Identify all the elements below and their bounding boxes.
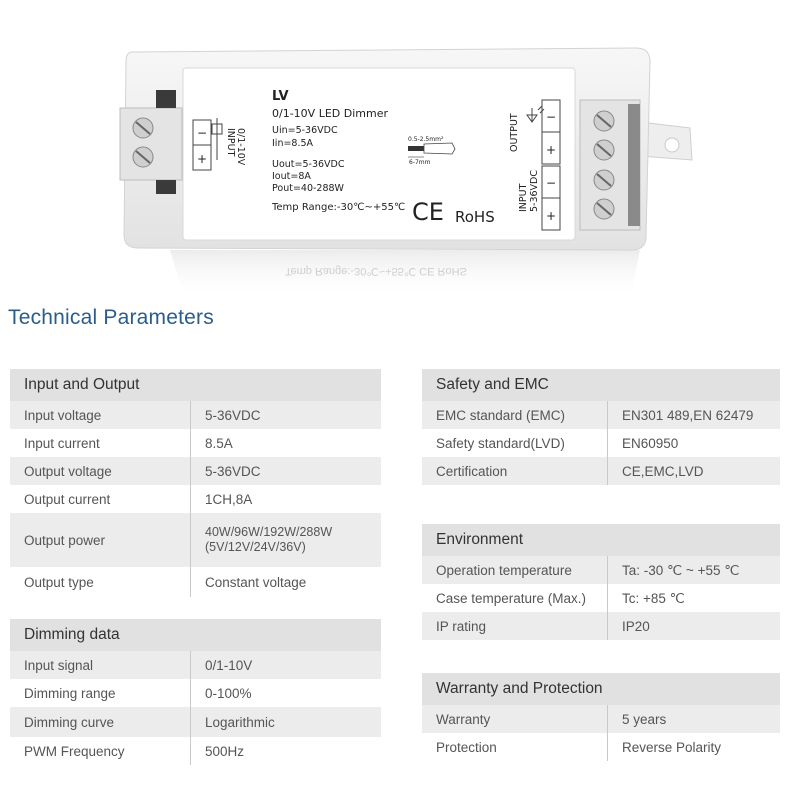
table-row — [422, 584, 780, 612]
table-input-output — [10, 369, 381, 597]
row-value: CE,EMC,LVD — [622, 463, 704, 479]
rohs-mark: RoHS — [455, 208, 495, 226]
row-key: Case temperature (Max.) — [422, 584, 608, 612]
table-row — [10, 513, 381, 567]
table-row — [10, 651, 381, 679]
table-row — [10, 485, 381, 513]
row-key: Output type — [10, 567, 191, 597]
terminal-slot-strip — [628, 104, 640, 226]
row-value: 5-36VDC — [205, 463, 261, 479]
wire-sheath-icon — [424, 143, 455, 154]
spec-pout: Pout=40-288W — [272, 183, 344, 194]
row-value: 500Hz — [205, 743, 245, 759]
row-value: 0/1-10V — [205, 657, 253, 673]
left-terminal-block — [120, 108, 182, 180]
table-dimming-data — [10, 619, 381, 765]
table-row — [10, 737, 381, 765]
row-value: Ta: -30 ℃ ~ +55 ℃ — [622, 562, 740, 578]
row-value: Tc: +85 ℃ — [622, 590, 685, 606]
reflection-text: Temp Range:-30℃~+55℃ CE RoHS — [285, 265, 467, 277]
input-plus-label: + — [197, 152, 208, 166]
table-row — [422, 733, 780, 761]
mounting-hole — [665, 138, 679, 152]
spec-iout: Iout=8A — [272, 171, 311, 182]
row-key: Output current — [10, 485, 191, 513]
row-value: IP20 — [622, 618, 650, 634]
row-key: Protection — [422, 733, 608, 761]
wire-icon — [408, 146, 424, 151]
power-input-label: INPUT — [518, 183, 529, 212]
power-input-sub: 5-36VDC — [529, 169, 540, 212]
table-row — [422, 612, 780, 640]
row-value: Reverse Polarity — [622, 739, 722, 755]
row-key: Dimming curve — [10, 707, 191, 737]
table-header: Dimming data — [10, 619, 381, 651]
ce-mark: CE — [412, 198, 444, 226]
row-key: PWM Frequency — [10, 737, 191, 765]
row-value: 5-36VDC — [205, 407, 261, 423]
row-value: 5 years — [622, 711, 667, 727]
left-terminal-slot — [156, 90, 176, 108]
table-header: Input and Output — [10, 369, 381, 401]
row-key: Operation temperature — [422, 556, 608, 584]
row-value: Constant voltage — [205, 574, 307, 590]
output-minus-label: − — [546, 110, 557, 124]
power-minus-label: − — [546, 176, 557, 190]
table-row — [10, 679, 381, 707]
row-value: 8.5A — [205, 435, 233, 451]
row-value: Logarithmic — [205, 714, 275, 730]
table-environment — [422, 524, 780, 640]
table-header: Environment — [422, 524, 780, 556]
input-sub-label: 0/1-10V — [235, 128, 246, 166]
row-key: Input signal — [10, 651, 191, 679]
table-row — [422, 457, 780, 485]
row-key: Output power — [10, 513, 191, 567]
device-model: LV — [272, 89, 289, 104]
input-minus-label: − — [197, 126, 208, 140]
table-row — [422, 401, 780, 429]
row-value: 1CH,8A — [205, 491, 253, 507]
row-value: EN301 489,EN 62479 — [622, 407, 754, 423]
product-image — [0, 0, 800, 300]
row-value: 40W/96W/192W/288W (5V/12V/24V/36V) — [205, 525, 333, 554]
row-key: Safety standard(LVD) — [422, 429, 608, 457]
table-row — [10, 401, 381, 429]
table-row — [422, 429, 780, 457]
row-key: Dimming range — [10, 679, 191, 707]
row-value: EN60950 — [622, 435, 679, 451]
table-row — [10, 567, 381, 597]
wire-gauge: 0.5-2.5mm² — [408, 136, 444, 143]
row-key: IP rating — [422, 612, 608, 640]
table-row — [10, 457, 381, 485]
spec-uout: Uout=5-36VDC — [272, 159, 345, 170]
row-value: 0-100% — [205, 685, 252, 701]
table-row — [422, 705, 780, 733]
output-plus-label: + — [546, 143, 557, 157]
table-safety-emc — [422, 369, 780, 485]
table-header: Warranty and Protection — [422, 673, 780, 705]
table-header: Safety and EMC — [422, 369, 780, 401]
power-plus-label: + — [546, 209, 557, 223]
output-label: OUTPUT — [509, 113, 520, 152]
row-key: Output voltage — [10, 457, 191, 485]
row-key: EMC standard (EMC) — [422, 401, 608, 429]
table-warranty-protection — [422, 673, 780, 761]
row-key: Input current — [10, 429, 191, 457]
table-row — [10, 429, 381, 457]
input-label: INPUT — [225, 128, 236, 157]
section-title: Technical Parameters — [8, 306, 214, 329]
row-key: Input voltage — [10, 401, 191, 429]
row-key: Certification — [422, 457, 608, 485]
spec-temp: Temp Range:-30℃~+55℃ — [272, 202, 406, 213]
device-name: 0/1-10V LED Dimmer — [272, 107, 388, 120]
table-row — [422, 556, 780, 584]
table-row — [10, 707, 381, 737]
row-key: Warranty — [422, 705, 608, 733]
strip-length: 6-7mm — [409, 159, 431, 166]
spec-iin: Iin=8.5A — [272, 138, 314, 149]
left-terminal-slot — [156, 180, 176, 194]
spec-uin: Uin=5-36VDC — [272, 125, 338, 136]
